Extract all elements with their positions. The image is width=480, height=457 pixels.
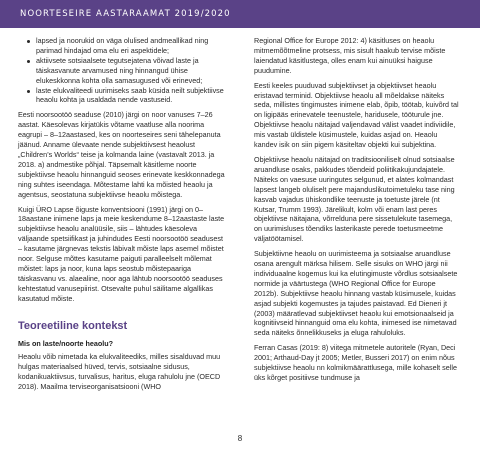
body-paragraph: Objektiivse heaolu näitajad on traditsiooniliselt olnud sotsiaalse aruandluse osaks, pakkudes tõendeid poliitikakujundajatele. Näiteks on vaesuse uuringutes selgunud, et alates kolmandast lapsest langeb oluliselt pere majanduslikutoimetuleku tase ning kasvab vajadus ühiskondlike teenuste ja toetuste järele (nt Kutsar, Trumm 1993). Järelikult, kolm või enam last peres objektiivse näitajana, võrreldunа pere sissetulekute tasemega, on uurimisluses tõendiks lasterikaste perede toetusmeetme väljatöötamisel. xyxy=(254,154,455,244)
body-paragraph: Heaolu võib nimetada ka elukvaliteediks, milles sisalduvad muu hulgas materiaalsed hüved, tervis, sotsiaalne sidusus, kodanikuaktiivsus, turvalisus, haritus, eluga rahulolu jne (OECD 2018). Maailma terviseorganisatsiooni (WHO xyxy=(18,352,221,392)
right-column xyxy=(254,36,461,388)
body-paragraph: Ferran Casas (2019: 8) viitega mitmetele autoritele (Ryan, Deci 2001; Arthaud-Day jt 2005; Metler, Busseri 2017) on enim nõus subjektiivse heaolu nn kolmikmäärattlusega, mille kohaselt selle üks kõrget positiivse tundmuse ja xyxy=(254,343,457,382)
body-paragraph: Kuigi ÜRO Lapse õiguste konventsiooni (1991) järgi on 0–18aastane inimene laps ja meie keskendume 8–12aastaste laste subjektiivse heaolu analüüsile, siis – lähtudes käesoleva väljaande spetsiifikast ja juhindudes Eesti noorsootöö seadusest – kasutame järgnevas tekstis läbivalt mõiste laps asemel mõistet noor. Selguse mõttes kasutame paiguti paralleelselt mõlemat mõistet: laps ja noor, kuna laps seostub mõistepaariga täiskasvanu vs. alaealine, noor aga lähtub noorsootöö seaduses kehtestatud vanusepiirist. Otsevalte puhul säilitame algallikas kasutatud mõiste. xyxy=(18,204,225,303)
left-column xyxy=(18,36,225,397)
bullet-item: lapsed ja noorukid on väga olulised andmeallikad ning parimad hindajad oma elu eri aspektidele; xyxy=(36,36,225,56)
running-header xyxy=(0,0,480,28)
body-paragraph: Eesti keeles puuduvad subjektiivset ja objektiivset heaolu eristavad terminid. Objektiivse heaolu all mõeldakse näiteks seda, millistes tingimustes inimene elab, õpib, töötab, kuivõrd tal on ligipääs erinevatele teenustele, haridusele, tööturule jne. Objektiivse heaolu näitajad valjendavad välist vaadet indiviidile, mis vastab üldistele küsimustele, kuidas asjad on. Heaolu kandev isik on siin pigem käsiteltav objekti kui subjektina. xyxy=(254,80,459,150)
body-paragraph: Eesti noorsootöö seaduse (2010) järgi on noor vanuses 7–26 aastat. Käesolevas kirjatükis võtame vaatluse alla noorima eagrupi – 8–12aastased, kes on noorteseires seni tähelepanuta jäänud. Anname ülevaate nende subjektiivsest heaolust „Children’s Worlds“ teise ja kolmanda laine (vastavalt 2013. ja 2018. a) andmestike põhjal. Täpsemalt käsitleme noorte subjektiivse heaolu hinnanguid seoses erinevate keskkonnadega ning suhtes iseendaga. Mõtestame lahti ka mõisted heaolu ja agentsus, seostatuna subjektiivse heaolu mõistega. xyxy=(18,110,225,199)
section-heading: Teoreetiline kontekst xyxy=(18,319,128,332)
subsection-heading: Mis on laste/noorte heaolu? xyxy=(18,338,114,348)
body-paragraph: Regional Office for Europe 2012: 4) käsitluses on heaolu mitmemõõtmeline protsess, mis sisult haakub tervise mõiste laiendatud käsitlustega, olles enam kui ainuüksi haiguse puudumine. xyxy=(254,36,446,75)
publication-title: NOORTESEIRE AASTARAAMAT 2019/2020 xyxy=(20,9,231,19)
bullet-list xyxy=(18,36,225,105)
bullet-item: aktiivsete sotsiaalsete tegutsejatena võivad laste ja täiskasvanute arvamused ning hinnangud ühise elukeskkonna kohta olla samasugused või erineved; xyxy=(36,56,225,86)
bullet-item: laste elukvaliteedi uurimiseks saab küsida neilt subjektiivse heaolu kohta ja usaldada nende vastuseid. xyxy=(36,85,224,105)
body-paragraph: Subjektiivne heaolu on uurimisteema ja sotsiaalse aruandluse osana arengult märksa hilisem. Selle sisuks on WHO järgi nii individuaalne kogemus kui ka elutingimuste võrdlus sotsiaalsete normide ja väärtustega (WHO Regional Office for Europe 2012b). Subjektiivse heaolu hinnang vastab küsimusele, kuidas asjad subjekti kogemustes ja tajudes paistavad. Ed Dieneri jt (2003) määratlevad subjektiivset heaolu kui emotsionaalseid ja kognitiivseid hinnanguid oma elu kohta, inimesed ise nimetavad seda näiteks õnnelikkuseks ja eluga rahuloluks. xyxy=(254,249,458,338)
page-number: 8 xyxy=(237,434,243,443)
